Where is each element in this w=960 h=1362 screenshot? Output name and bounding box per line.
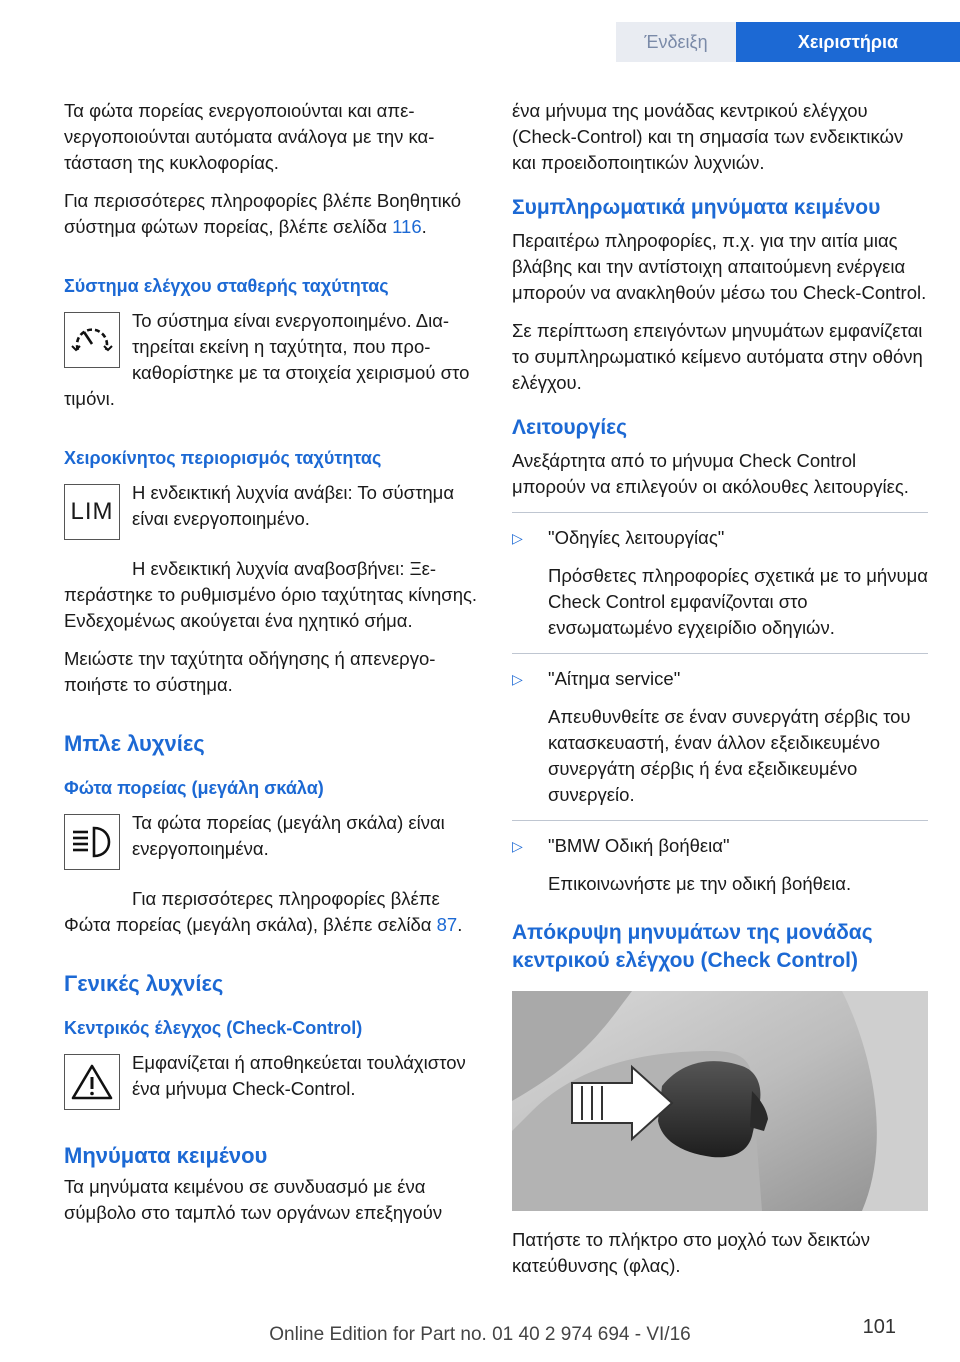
triangle-bullet-icon: ▷ — [512, 671, 523, 687]
chapter-tab[interactable]: Χειριστήρια — [736, 22, 960, 62]
bullet-desc: Απευθυνθείτε σε έναν συνεργάτη σέρβις του κατασκευαστή, έναν άλλον εξειδικευμένο συνεργάτη σέρβις ή ένα εξειδικευμένο συνεργείο. — [548, 706, 911, 805]
left-column — [64, 98, 482, 1238]
speed-limiter-block — [64, 480, 482, 544]
cruise-control-heading: Σύστημα ελέγχου σταθερής ταχύτητας — [64, 276, 389, 296]
check-control-heading: Κεντρικός έλεγχος (Check-Control) — [64, 1018, 363, 1038]
divider — [512, 653, 928, 654]
high-beam-heading: Φώτα πορείας (μεγάλη σκάλα) — [64, 778, 324, 798]
page-link-116[interactable]: 116 — [392, 216, 422, 237]
high-beam-text-2-content: Για περισσότερες πληροφορίες βλέπε Φώτα πορείας (μεγάλη σκάλα), βλέπε σελίδα — [64, 888, 440, 935]
intro-paragraph-1: Τα φώτα πορείας ενεργοποιούνται και απενεργοποιούνται αυτόματα ανάλογα με την κατάσταση της κυκλοφορίας. — [64, 100, 435, 173]
blue-lamps-heading: Μπλε λυχνίες — [64, 731, 205, 756]
photo-caption: Πατήστε το πλήκτρο στο μοχλό των δεικτών κατεύθυνσης (φλας). — [512, 1229, 871, 1276]
lim-icon — [64, 484, 120, 540]
page-link-87[interactable]: 87 — [436, 914, 458, 935]
high-beam-icon — [64, 814, 120, 870]
bullet-title: "Αίτημα service" — [548, 668, 681, 689]
supplementary-text-2: Σε περίπτωση επειγόντων μηνυμάτων εμφανίζεται το συμπληρωματικό κείμενο αυτόματα στην οθόνη ελέγχου. — [512, 320, 923, 393]
header-tabs — [616, 22, 960, 62]
section-tab[interactable]: Ένδειξη — [616, 22, 736, 62]
functions-text: Ανεξάρτητα από το μήνυμα Check Control μπορούν να επιλεγούν οι ακόλουθες λειτουργίες. — [512, 450, 909, 497]
bullet-desc: Επικοινωνήστε με την οδική βοήθεια. — [548, 873, 852, 894]
check-control-block — [64, 1050, 482, 1114]
page-number: 101 — [862, 1316, 896, 1338]
triangle-bullet-icon: ▷ — [512, 838, 523, 854]
speed-limiter-text-2-content: Η ενδεικτική λυχνία αναβοσβήνει: Ξεπεράστηκε το ρυθμισμένο όριο ταχύτητας κίνησης. Ενδεχομένως ακούγεται ένα ηχητικό σήμα. — [64, 558, 478, 631]
hide-messages-heading: Απόκρυψη μηνυμάτων της μονάδας κεντρικού ελέγχου (Check Control) — [512, 921, 873, 972]
speed-limiter-text-1: Η ενδεικτική λυχνία ανάβει: Το σύστημα είναι ενεργοποιημένο. — [132, 482, 455, 529]
divider — [512, 820, 928, 821]
online-edition-text: Online Edition for Part no. 01 40 2 974 694 - VI/16 — [269, 1324, 691, 1345]
functions-heading: Λειτουργίες — [512, 416, 628, 439]
bullet-item — [512, 525, 928, 641]
supplementary-text-1: Περαιτέρω πληροφορίες, π.χ. για την αιτία μιας βλάβης και την αντίστοιχη απαιτούμενη ενέργεια μπορούν να ανακληθούν μέσω του Check-Control. — [512, 230, 927, 303]
high-beam-text-2: Για περισσότερες πληροφορίες βλέπε Φώτα πορείας (μεγάλη σκάλα), βλέπε σελίδα 87. — [64, 888, 463, 935]
cruise-control-block — [64, 308, 482, 412]
bullet-item — [512, 833, 928, 897]
high-beam-text-1: Τα φώτα πορείας (μεγάλη σκάλα) είναι ενεργοποιημένα. — [132, 812, 445, 859]
speed-limiter-heading: Χειροκίνητος περιορισμός ταχύτητας — [64, 448, 382, 468]
triangle-bullet-icon: ▷ — [512, 530, 523, 546]
continued-text: ένα μήνυμα της μονάδας κεντρικού ελέγχου (Check-Control) και τη σημασία των ενδεικτικών και προειδοποιητικών λυχνιών. — [512, 100, 904, 173]
bullet-title: "Οδηγίες λειτουργίας" — [548, 527, 725, 548]
intro-paragraph-2: Για περισσότερες πληροφορίες βλέπε Βοηθητικό σύστημα φώτων πορείας, βλέπε σελίδα 116. — [64, 190, 462, 237]
turn-signal-lever-photo — [512, 991, 928, 1211]
speed-limiter-text-3: Μειώστε την ταχύτητα οδήγησης ή απενεργοποιήστε το σύστημα. — [64, 648, 436, 695]
general-lamps-heading: Γενικές λυχνίες — [64, 971, 224, 996]
supplementary-messages-heading: Συμπληρωματικά μηνύματα κειμένου — [512, 196, 881, 219]
intro-paragraph-2-text: Για περισσότερες πληροφορίες βλέπε Βοηθητικό σύστημα φώτων πορείας, βλέπε σελίδα — [64, 190, 462, 237]
lim-icon-label: LIM — [70, 498, 114, 525]
speed-limiter-text-2 — [64, 556, 482, 634]
bullet-title: "BMW Οδική βοήθεια" — [548, 835, 730, 856]
divider — [512, 512, 928, 513]
check-control-text: Εμφανίζεται ή αποθηκεύεται τουλάχιστον ένα μήνυμα Check-Control. — [132, 1052, 466, 1099]
bullet-desc: Πρόσθετες πληροφορίες σχετικά με το μήνυμα Check Control εμφανίζονται στο ενσωματωμένο εγχειρίδιο οδηγιών. — [548, 565, 928, 638]
high-beam-block — [64, 810, 482, 874]
speedometer-icon — [64, 312, 120, 368]
right-column — [512, 98, 928, 1291]
warning-triangle-icon — [64, 1054, 120, 1110]
page-footer — [0, 1318, 960, 1348]
cruise-control-text: Το σύστημα είναι ενεργοποιημένο. Διατηρείται εκείνη η ταχύτητα, που προκαθορίστηκε με τα στοιχεία χειρισμού στο τιμόνι. — [64, 310, 470, 409]
text-messages-heading: Μηνύματα κειμένου — [64, 1143, 268, 1168]
bullet-item — [512, 666, 928, 808]
text-messages-text: Τα μηνύματα κειμένου σε συνδυασμό με ένα σύμβολο στο ταμπλό των οργάνων επεξηγούν — [64, 1176, 443, 1223]
